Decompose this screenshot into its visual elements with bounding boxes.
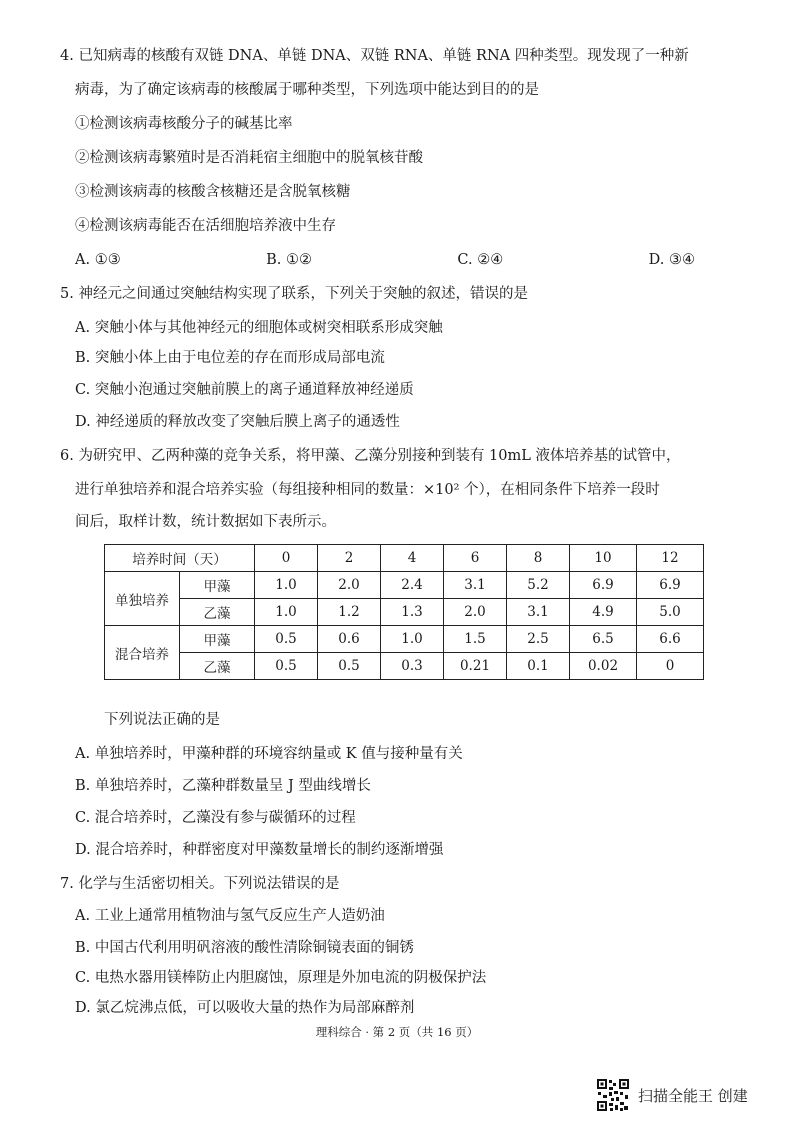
- q4-item-2: ②检测该病毒繁殖时是否消耗宿主细胞中的脱氧核苷酸: [75, 150, 423, 166]
- q7-option-d: D. 氯乙烷沸点低，可以吸收大量的热作为局部麻醉剂: [75, 1000, 415, 1016]
- value-cell: 5.0: [637, 599, 704, 626]
- day-cell: 0: [255, 545, 318, 572]
- group-label-single: 单独培养: [105, 572, 180, 626]
- value-cell: 3.1: [507, 599, 570, 626]
- value-cell: 1.5: [444, 626, 507, 653]
- value-cell: 5.2: [507, 572, 570, 599]
- qr-code-icon: [596, 1078, 630, 1112]
- header-label: 培养时间（天）: [105, 545, 255, 572]
- q6-stem-line1: 6. 为研究甲、乙两种藻的竞争关系，将甲藻、乙藻分别接种到装有 10mL 液体培养基的试管中，: [60, 448, 681, 464]
- q7-option-c: C. 电热水器用镁棒防止内胆腐蚀，原理是外加电流的阴极保护法: [75, 970, 487, 986]
- value-cell: 0.02: [570, 653, 637, 680]
- value-cell: 1.0: [255, 572, 318, 599]
- q6-option-d: D. 混合培养时，种群密度对甲藻数量增长的制约逐渐增强: [75, 842, 444, 858]
- alga-label: 甲藻: [180, 626, 255, 653]
- day-cell: 6: [444, 545, 507, 572]
- culture-data-table: [104, 544, 704, 680]
- value-cell: 1.0: [381, 626, 444, 653]
- q4-item-3: ③检测该病毒的核酸含核糖还是含脱氧核糖: [75, 184, 351, 200]
- value-cell: 0.1: [507, 653, 570, 680]
- value-cell: 6.6: [637, 626, 704, 653]
- q6-stem-line3: 间后，取样计数，统计数据如下表所示。: [75, 514, 336, 530]
- value-cell: 6.9: [637, 572, 704, 599]
- q6-option-b: B. 单独培养时，乙藻种群数量呈 J 型曲线增长: [75, 778, 371, 794]
- q4-item-4: ④检测该病毒能否在活细胞培养液中生存: [75, 218, 336, 234]
- table-row: [105, 626, 704, 653]
- q5-option-d: D. 神经递质的释放改变了突触后膜上离子的通透性: [75, 414, 400, 430]
- q5-option-a: A. 突触小体与其他神经元的细胞体或树突相联系形成突触: [75, 320, 443, 336]
- value-cell: 2.0: [444, 599, 507, 626]
- q5-stem: 5. 神经元之间通过突触结构实现了联系，下列关于突触的叙述，错误的是: [60, 286, 528, 302]
- q4-stem-line2: 病毒，为了确定该病毒的核酸属于哪种类型，下列选项中能达到目的的是: [75, 82, 539, 98]
- value-cell: 4.9: [570, 599, 637, 626]
- q7-option-b: B. 中国古代利用明矾溶液的酸性清除铜镜表面的铜锈: [75, 940, 414, 956]
- value-cell: 0: [637, 653, 704, 680]
- value-cell: 0.5: [255, 626, 318, 653]
- table-header-row: [105, 545, 704, 572]
- table-row: [105, 572, 704, 599]
- value-cell: 1.0: [255, 599, 318, 626]
- q7-stem: 7. 化学与生活密切相关。下列说法错误的是: [60, 876, 340, 892]
- value-cell: 2.0: [318, 572, 381, 599]
- page-footer: 理科综合 · 第 2 页（共 16 页）: [315, 1025, 479, 1039]
- table-row: [105, 599, 704, 626]
- value-cell: 0.6: [318, 626, 381, 653]
- value-cell: 0.5: [255, 653, 318, 680]
- value-cell: 3.1: [444, 572, 507, 599]
- value-cell: 2.5: [507, 626, 570, 653]
- q4-options: [75, 250, 695, 270]
- q5-option-b: B. 突触小体上由于电位差的存在而形成局部电流: [75, 350, 385, 366]
- day-cell: 2: [318, 545, 381, 572]
- day-cell: 12: [637, 545, 704, 572]
- q6-option-a: A. 单独培养时，甲藻种群的环境容纳量或 K 值与接种量有关: [75, 746, 463, 762]
- q4-item-1: ①检测该病毒核酸分子的碱基比率: [75, 116, 293, 132]
- q5-option-c: C. 突触小泡通过突触前膜上的离子通道释放神经递质: [75, 382, 414, 398]
- table-row: [105, 653, 704, 680]
- day-cell: 10: [570, 545, 637, 572]
- q4-option-a: A. ①③: [75, 252, 121, 268]
- alga-label: 甲藻: [180, 572, 255, 599]
- q6-prompt: 下列说法正确的是: [104, 712, 220, 728]
- day-cell: 4: [381, 545, 444, 572]
- q6-option-c: C. 混合培养时，乙藻没有参与碳循环的过程: [75, 810, 356, 826]
- value-cell: 0.5: [318, 653, 381, 680]
- alga-label: 乙藻: [180, 599, 255, 626]
- q4-option-c: C. ②④: [457, 252, 504, 268]
- q4-option-d: D. ③④: [648, 252, 695, 268]
- value-cell: 6.5: [570, 626, 637, 653]
- q4-stem-line1: 4. 已知病毒的核酸有双链 DNA、单链 DNA、双链 RNA、单链 RNA 四种类型。现发现了一种新: [60, 48, 689, 64]
- alga-label: 乙藻: [180, 653, 255, 680]
- value-cell: 6.9: [570, 572, 637, 599]
- day-cell: 8: [507, 545, 570, 572]
- value-cell: 2.4: [381, 572, 444, 599]
- value-cell: 1.2: [318, 599, 381, 626]
- q7-option-a: A. 工业上通常用植物油与氢气反应生产人造奶油: [75, 908, 385, 924]
- scanner-watermark: [596, 1075, 786, 1115]
- value-cell: 0.21: [444, 653, 507, 680]
- group-label-mixed: 混合培养: [105, 626, 180, 680]
- watermark-text: 扫描全能王 创建: [638, 1086, 748, 1105]
- value-cell: 1.3: [381, 599, 444, 626]
- q6-stem-line2: 进行单独培养和混合培养实验（每组接种相同的数量：×10² 个），在相同条件下培养一段时: [75, 482, 660, 498]
- value-cell: 0.3: [381, 653, 444, 680]
- q4-option-b: B. ①②: [266, 252, 312, 268]
